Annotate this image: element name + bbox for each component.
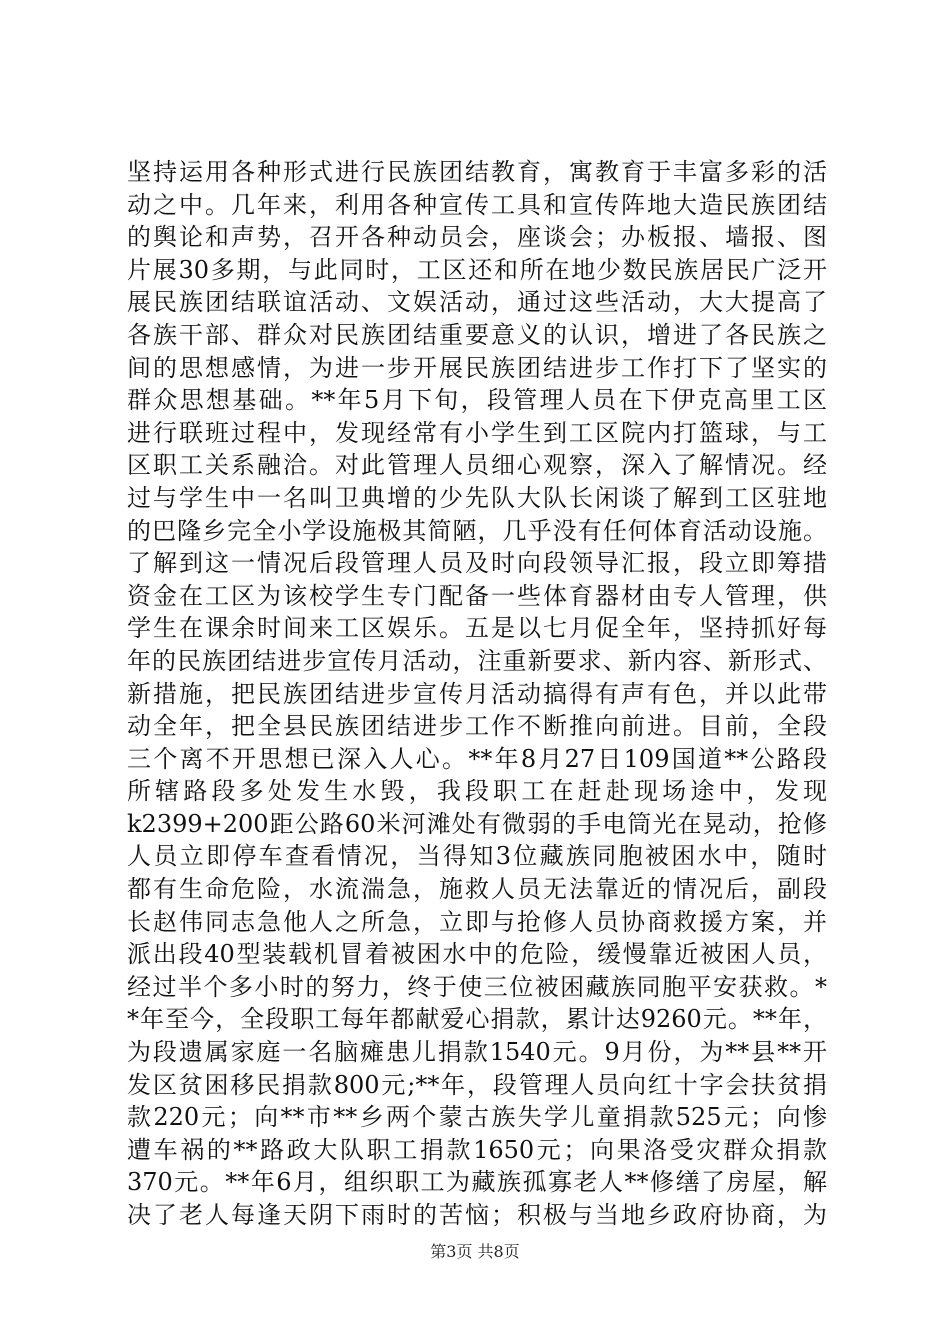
text-line: 资金在工区为该校学生专门配备一些体育器材由专人管理，供 <box>127 581 827 610</box>
text-line: 遭车祸的**路政大队职工捐款1650元；向果洛受灾群众捐款 <box>127 1135 827 1164</box>
text-line: 经过半个多小时的努力，终于使三位被困藏族同胞平安获救。* <box>127 972 827 1001</box>
text-line: *年至今，全段职工每年都献爱心捐款，累计达9260元。**年， <box>127 1005 827 1034</box>
text-line: 年的民族团结进步宣传月活动，注重新要求、新内容、新形式、 <box>127 646 827 675</box>
text-line: 群众思想基础。**年5月下旬，段管理人员在下伊克高里工区 <box>127 386 827 415</box>
text-line: 发区贫困移民捐款800元;**年，段管理人员向红十字会扶贫捐 <box>127 1070 827 1099</box>
page-footer: 第3页 共8页 <box>430 1242 520 1261</box>
text-line: 派出段40型装载机冒着被困水中的危险，缓慢靠近被困人员， <box>127 940 827 969</box>
text-line: 的舆论和声势，召开各种动员会，座谈会；办板报、墙报、图 <box>127 223 827 252</box>
text-line: 三个离不开思想已深入人心。**年8月27日109国道**公路段 <box>127 744 827 773</box>
text-line: 了解到这一情况后段管理人员及时向段领导汇报，段立即筹措 <box>127 549 827 578</box>
text-line: k2399+200距公路60米河滩处有微弱的手电筒光在晃动，抢修 <box>127 809 827 838</box>
text-line: 进行联班过程中，发现经常有小学生到工区院内打篮球，与工 <box>127 418 827 447</box>
text-line: 片展30多期，与此同时，工区还和所在地少数民族居民广泛开 <box>127 255 827 284</box>
text-line: 展民族团结联谊活动、文娱活动，通过这些活动，大大提高了 <box>127 288 827 317</box>
text-line: 款220元；向**市**乡两个蒙古族失学儿童捐款525元；向惨 <box>127 1103 827 1132</box>
text-line: 人员立即停车查看情况，当得知3位藏族同胞被困水中，随时 <box>127 842 827 871</box>
body-paragraph <box>127 156 827 1232</box>
text-line: 长赵伟同志急他人之所急，立即与抢修人员协商救援方案，并 <box>127 907 827 936</box>
text-line: 各族干部、群众对民族团结重要意义的认识，增进了各民族之 <box>127 320 827 349</box>
text-line: 坚持运用各种形式进行民族团结教育，寓教育于丰富多彩的活 <box>127 158 827 186</box>
text-line: 学生在课余时间来工区娱乐。五是以七月促全年，坚持抓好每 <box>127 614 827 643</box>
text-line: 所辖路段多处发生水毁，我段职工在赶赴现场途中，发现 <box>127 777 827 806</box>
text-line: 间的思想感情，为进一步开展民族团结进步工作打下了坚实的 <box>127 353 827 382</box>
text-line: 动之中。几年来，利用各种宣传工具和宣传阵地大造民族团结 <box>127 190 827 219</box>
text-line: 决了老人每逢天阴下雨时的苦恼；积极与当地乡政府协商，为 <box>127 1201 827 1229</box>
text-line: 区职工关系融洽。对此管理人员细心观察，深入了解情况。经 <box>127 451 827 480</box>
text-line: 新措施，把民族团结进步宣传月活动搞得有声有色，并以此带 <box>127 679 827 708</box>
text-line: 370元。**年6月，组织职工为藏族孤寡老人**修缮了房屋，解 <box>127 1168 827 1197</box>
text-line: 动全年，把全县民族团结进步工作不断推向前进。目前，全段 <box>127 712 827 741</box>
text-line: 为段遗属家庭一名脑瘫患儿捐款1540元。9月份，为**县**开 <box>127 1038 827 1067</box>
text-line: 都有生命危险，水流湍急，施救人员无法靠近的情况后，副段 <box>127 875 827 904</box>
text-line: 的巴隆乡完全小学设施极其简陋，几乎没有任何体育活动设施。 <box>127 516 827 545</box>
text-line: 过与学生中一名叫卫典增的少先队大队长闲谈了解到工区驻地 <box>127 483 827 512</box>
